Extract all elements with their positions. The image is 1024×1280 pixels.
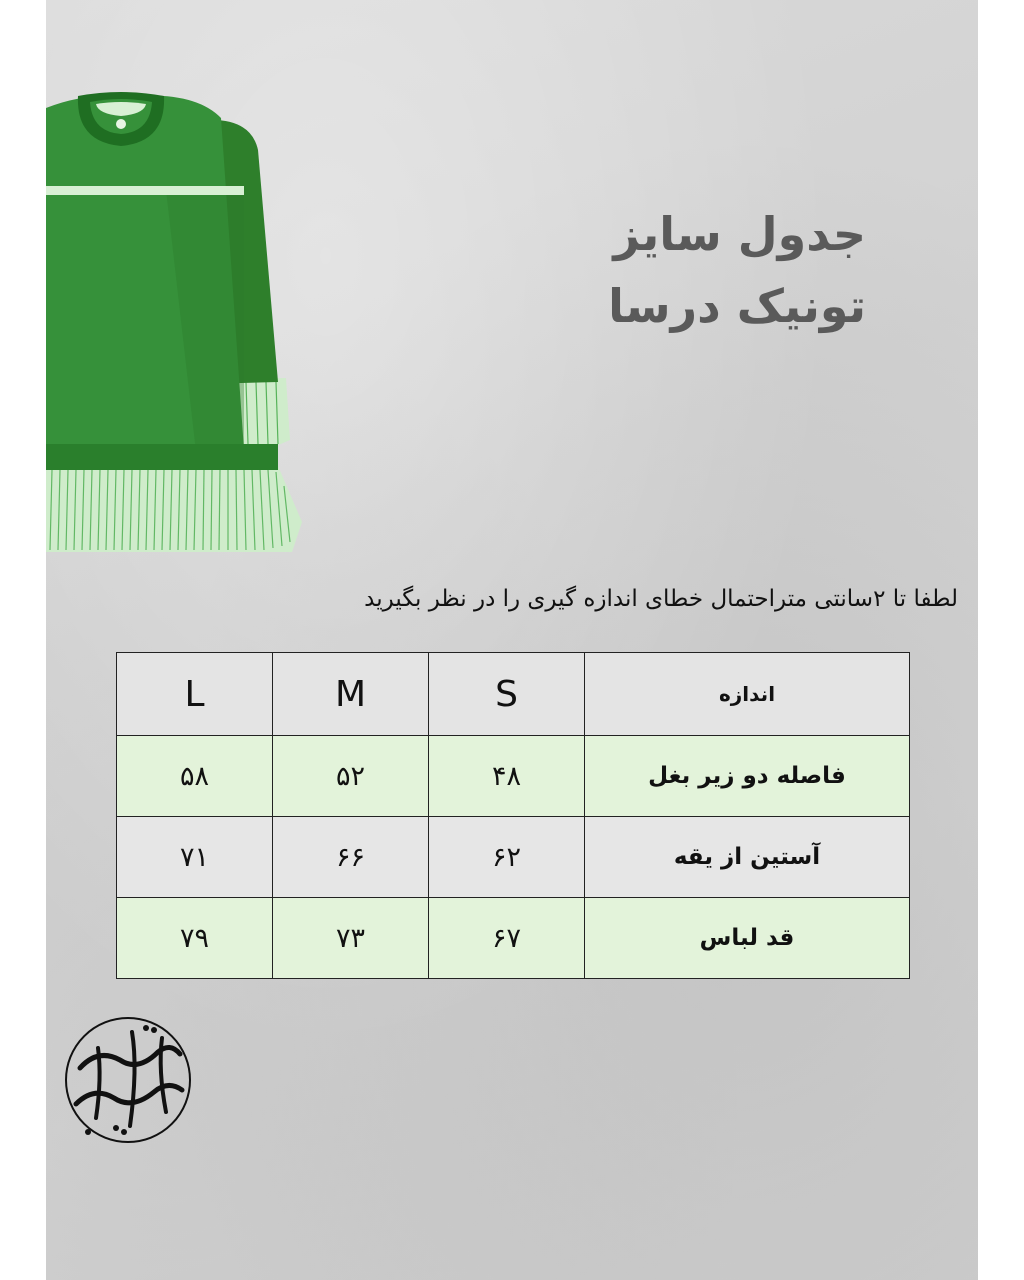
row1-label: فاصله دو زیر بغل: [585, 736, 910, 817]
row3-s-value: ۶۷: [429, 898, 585, 979]
size-chart-page: [46, 0, 978, 1280]
size-table: [116, 652, 910, 979]
brand-logo-icon: [58, 1008, 200, 1148]
row2-l-value: ۷۱: [117, 817, 273, 898]
row1-m-value: ۵۲: [273, 736, 429, 817]
row3-l-value: ۷۹: [117, 898, 273, 979]
table-header-row: [117, 653, 910, 736]
table-row: [117, 736, 910, 817]
row3-m-value: ۷۳: [273, 898, 429, 979]
size-m-header: M: [273, 653, 429, 736]
size-chart-title: [506, 198, 866, 342]
row3-label: قد لباس: [585, 898, 910, 979]
row2-label: آستین از یقه: [585, 817, 910, 898]
title-line-2: تونیک درسا: [608, 279, 866, 333]
row2-m-value: ۶۶: [273, 817, 429, 898]
size-l-header: L: [117, 653, 273, 736]
row1-s-value: ۴۸: [429, 736, 585, 817]
row2-s-value: ۶۲: [429, 817, 585, 898]
table-row: [117, 817, 910, 898]
tunic-product-image: [46, 90, 316, 560]
size-s-header: S: [429, 653, 585, 736]
size-header-label: اندازه: [585, 653, 910, 736]
measurement-note: لطفا تا ۲سانتی متراحتمال خطای اندازه گیری را در نظر بگیرید: [364, 586, 958, 612]
title-line-1: جدول سایز: [613, 207, 866, 261]
table-row: [117, 898, 910, 979]
row1-l-value: ۵۸: [117, 736, 273, 817]
